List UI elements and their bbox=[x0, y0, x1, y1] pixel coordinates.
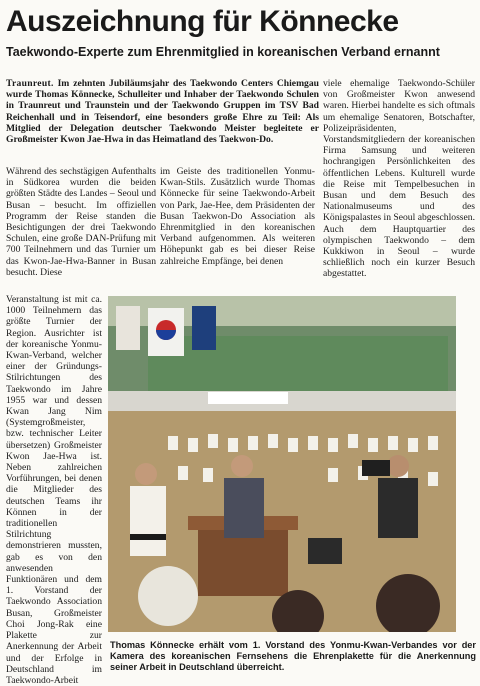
article-photo bbox=[108, 296, 456, 632]
headline: Auszeichnung für Könnecke bbox=[6, 5, 399, 38]
lead-text: Im zehnten Jubiläumsjahr des Taekwondo Centers Chiemgau wurde Thomas Könnecke, Schulleiter und Inhaber der Taekwondo Schulen in Traunreut und Traunstein und der Taekwondo Gruppen im TSV Bad Reichenhall und in Teisendorf, eine besonders große Ehre zu Teil: Als Mitglied der Delegation deutscher Taekwondo Meister begleitete er Großmeister Kwon Jae-Hwa in das Heimatland des Taekwon-Do. bbox=[6, 78, 319, 146]
subheadline: Taekwondo-Experte zum Ehrenmitglied in koreanischen Verband ernannt bbox=[6, 45, 440, 59]
column-1-top: Während des sechstägigen Aufenthalts in Südkorea wurden die beiden größten Städte des Landes – Seoul und Busan – besucht. Im offiziellen Programm der Reise standen die Besichtigungen der drei Taekwondo Schulen, eine große DAN-Prüfung mit 700 Teilnehmern und das Turnier um das Kwon-Jae-Hwa-Banner in Busan besucht. Diese bbox=[6, 166, 156, 278]
column-1-bottom: Veranstaltung ist mit ca. 1000 Teilnehmern das größte Turnier der Region. Ausrichter ist der koreanische Yonmu-Kwan-Verband, welcher einer der Gründungs-Stilrichtungen des Taekwondo im Jahre 1955 war und dessen Kwan Jang Nim (Systemgroßmeister, bzw. technischer Leiter übersetzen) Großmeister Kwon Jae-Hwa ist. Neben zahlreichen Vorführungen, bei denen die Mitglieder des deutschen Teams ihr Können in der traditionellen Stilrichtung demonstrieren mussten, gab es von den anwesenden Funktionären und dem 1. Vorstand der Taekwondo Association Busan, Großmeister Choi Jong-Rak eine Plakette zur Anerkennung der Arbeit und der Erfolge in Deutschland im Taekwondo-Arbeit bbox=[6, 294, 102, 686]
photo-caption: Thomas Könnecke erhält vom 1. Vorstand des Yonmu-Kwan-Verbandes vor der Kamera des koreanischen Fernsehens die Ehrenplakette für die Anerkennung seiner Arbeit in Deutschland überreicht. bbox=[110, 640, 476, 672]
column-2: im Geiste des traditionellen Yonmu-Kwan-Stils. Zusätzlich wurde Thomas Könnecke für seine Taekwondo-Arbeit von Park, Jae-Hee, dem Präsidenten der Busan Taekwon-Do Association als Ehrenmitglied in den koreanischen Verband aufgenommen. Als weiteren Höhepunkt gab es bei dieser Reise zahlreiche Empfänge, bei denen bbox=[160, 166, 315, 267]
gymnasium-scene-illustration bbox=[108, 296, 456, 632]
lead-paragraph bbox=[6, 78, 319, 145]
dateline: Traunreut. bbox=[6, 78, 54, 89]
column-3: viele ehemalige Taekwondo-Schüler von Großmeister Kwon anwesend waren. Hierbei handelte es sich oftmals um ehemalige Senatoren, Botschafter, Polizeipräsidenten, Vorstandsmitgliedern der koreanischen Firma Samsung und weiteren hochrangigen Persönlichkeiten des öffentlichen Lebens. Kulturell wurde die Reise mit Tempelbesuchen in Busan und dem Besuch des Nationalmuseums und des Königspalastes in Seoul abgeschlossen. Auch dem Hauptquartier des olympischen Taekwondo – dem Kukkiwon in Seoul – wurde schließlich noch ein kurzer Besuch abgestattet. bbox=[323, 78, 475, 280]
